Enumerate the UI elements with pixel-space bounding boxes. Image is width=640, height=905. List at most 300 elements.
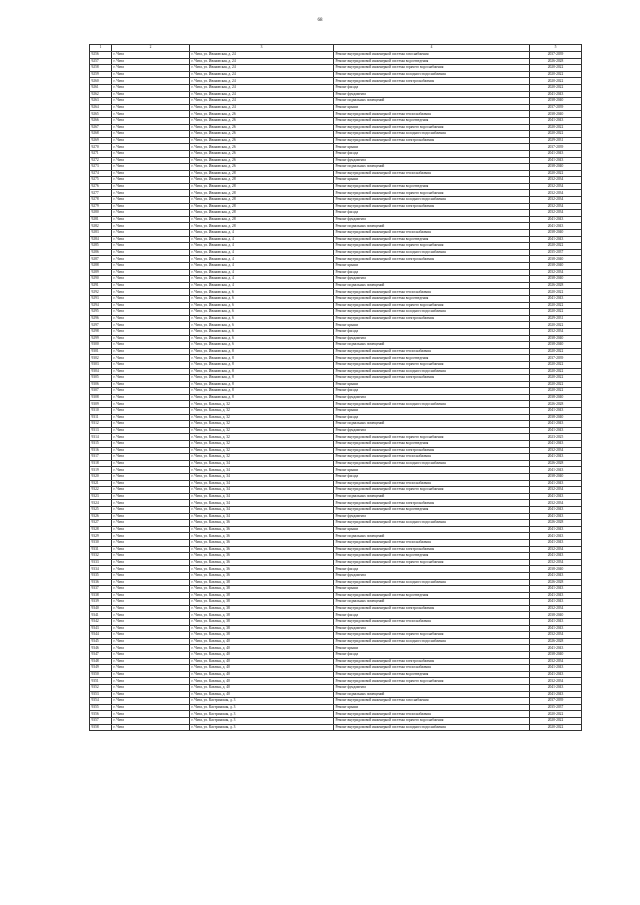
- work-type-cell: Ремонт подвальных помещений: [334, 421, 530, 428]
- row-number-cell: 9329: [90, 533, 112, 540]
- row-number-cell: 9346: [90, 645, 112, 652]
- period-cell: 2020-2022: [530, 368, 582, 375]
- period-cell: 2041-2043: [530, 441, 582, 448]
- address-cell: г. Чита, ул. Ивановская, д. 28: [190, 197, 334, 204]
- row-number-cell: 9257: [90, 58, 112, 65]
- table-row: [90, 506, 582, 513]
- locality-cell: г. Чита: [112, 526, 190, 533]
- table-row: [90, 256, 582, 263]
- work-type-cell: Ремонт подвальных помещений: [334, 691, 530, 698]
- locality-cell: г. Чита: [112, 559, 190, 566]
- capital-repair-table: [89, 44, 582, 731]
- address-cell: г. Чита, ул. Ивановская, д. 4: [190, 263, 334, 270]
- table-row: [90, 236, 582, 243]
- row-number-cell: 9293: [90, 295, 112, 302]
- period-cell: 2020-2022: [530, 124, 582, 131]
- table-row: [90, 586, 582, 593]
- work-type-cell: Ремонт внутридомовой инженерной системы горячего водоснабжения: [334, 243, 530, 250]
- period-cell: 2037-2039: [530, 144, 582, 151]
- table-row: [90, 368, 582, 375]
- row-number-cell: 9306: [90, 381, 112, 388]
- period-cell: 2032-2034: [530, 177, 582, 184]
- address-cell: г. Чита, ул. Казачья, д. 36: [190, 572, 334, 579]
- locality-cell: г. Чита: [112, 434, 190, 441]
- period-cell: 2037-2039: [530, 104, 582, 111]
- period-cell: 2041-2043: [530, 645, 582, 652]
- address-cell: г. Чита, ул. Кастринская, д. 3: [190, 711, 334, 718]
- row-number-cell: 9307: [90, 388, 112, 395]
- table-row: [90, 414, 582, 421]
- row-number-cell: 9358: [90, 724, 112, 731]
- row-number-cell: 9331: [90, 546, 112, 553]
- table-row: [90, 164, 582, 171]
- table-row: [90, 685, 582, 692]
- locality-cell: г. Чита: [112, 691, 190, 698]
- work-type-cell: Ремонт внутридомовой инженерной системы газоснабжения: [334, 52, 530, 59]
- period-cell: 2041-2043: [530, 493, 582, 500]
- work-type-cell: Ремонт внутридомовой инженерной системы теплоснабжения: [334, 539, 530, 546]
- period-cell: 2041-2043: [530, 586, 582, 593]
- period-cell: 2032-2034: [530, 269, 582, 276]
- row-number-cell: 9283: [90, 230, 112, 237]
- locality-cell: г. Чита: [112, 447, 190, 454]
- address-cell: г. Чита, ул. Ивановская, д. 24: [190, 98, 334, 105]
- locality-cell: г. Чита: [112, 104, 190, 111]
- locality-cell: г. Чита: [112, 91, 190, 98]
- work-type-cell: Ремонт фасада: [334, 210, 530, 217]
- work-type-cell: Ремонт внутридомовой инженерной системы электроснабжения: [334, 137, 530, 144]
- row-number-cell: 9336: [90, 579, 112, 586]
- locality-cell: г. Чита: [112, 295, 190, 302]
- period-cell: 2038-2040: [530, 652, 582, 659]
- period-cell: 2032-2034: [530, 210, 582, 217]
- work-type-cell: Ремонт внутридомовой инженерной системы водоотведения: [334, 441, 530, 448]
- period-cell: 2041-2043: [530, 506, 582, 513]
- row-number-cell: 9263: [90, 98, 112, 105]
- work-type-cell: Ремонт внутридомовой инженерной системы водоотведения: [334, 355, 530, 362]
- table-row: [90, 190, 582, 197]
- locality-cell: г. Чита: [112, 361, 190, 368]
- locality-cell: г. Чита: [112, 506, 190, 513]
- work-type-cell: Ремонт внутридомовой инженерной системы электроснабжения: [334, 546, 530, 553]
- period-cell: 2038-2040: [530, 230, 582, 237]
- period-cell: 2020-2022: [530, 717, 582, 724]
- row-number-cell: 9345: [90, 638, 112, 645]
- address-cell: г. Чита, ул. Казачья, д. 40: [190, 645, 334, 652]
- row-number-cell: 9347: [90, 652, 112, 659]
- locality-cell: г. Чита: [112, 269, 190, 276]
- address-cell: г. Чита, ул. Ивановская, д. 26: [190, 131, 334, 138]
- locality-cell: г. Чита: [112, 289, 190, 296]
- locality-cell: г. Чита: [112, 137, 190, 144]
- row-number-cell: 9304: [90, 368, 112, 375]
- locality-cell: г. Чита: [112, 335, 190, 342]
- table-row: [90, 460, 582, 467]
- table-row: [90, 619, 582, 626]
- address-cell: г. Чита, ул. Казачья, д. 32: [190, 447, 334, 454]
- work-type-cell: Ремонт фундамента: [334, 685, 530, 692]
- address-cell: г. Чита, ул. Ивановская, д. 24: [190, 65, 334, 72]
- locality-cell: г. Чита: [112, 474, 190, 481]
- locality-cell: г. Чита: [112, 342, 190, 349]
- locality-cell: г. Чита: [112, 546, 190, 553]
- address-cell: г. Чита, ул. Казачья, д. 36: [190, 533, 334, 540]
- address-cell: г. Чита, ул. Казачья, д. 32: [190, 421, 334, 428]
- work-type-cell: Ремонт фундамента: [334, 513, 530, 520]
- locality-cell: г. Чита: [112, 599, 190, 606]
- locality-cell: г. Чита: [112, 183, 190, 190]
- row-number-cell: 9343: [90, 625, 112, 632]
- period-cell: 2041-2043: [530, 216, 582, 223]
- work-type-cell: Ремонт фундамента: [334, 276, 530, 283]
- address-cell: г. Чита, ул. Ивановская, д. 4: [190, 243, 334, 250]
- table-row: [90, 111, 582, 118]
- locality-cell: г. Чита: [112, 197, 190, 204]
- row-number-cell: 9261: [90, 84, 112, 91]
- table-row: [90, 309, 582, 316]
- address-cell: г. Чита, ул. Ивановская, д. 8: [190, 348, 334, 355]
- table-row: [90, 454, 582, 461]
- address-cell: г. Чита, ул. Ивановская, д. 6: [190, 309, 334, 316]
- row-number-cell: 9341: [90, 612, 112, 619]
- address-cell: г. Чита, ул. Казачья, д. 36: [190, 520, 334, 527]
- locality-cell: г. Чита: [112, 164, 190, 171]
- address-cell: г. Чита, ул. Ивановская, д. 26: [190, 111, 334, 118]
- period-cell: 2037-2039: [530, 355, 582, 362]
- locality-cell: г. Чита: [112, 665, 190, 672]
- row-number-cell: 9290: [90, 276, 112, 283]
- address-cell: г. Чита, ул. Казачья, д. 34: [190, 500, 334, 507]
- address-cell: г. Чита, ул. Ивановская, д. 26: [190, 137, 334, 144]
- work-type-cell: Ремонт фундамента: [334, 394, 530, 401]
- row-number-cell: 9338: [90, 592, 112, 599]
- table-row: [90, 302, 582, 309]
- work-type-cell: Ремонт внутридомовой инженерной системы водоотведения: [334, 117, 530, 124]
- work-type-cell: Ремонт внутридомовой инженерной системы водоотведения: [334, 671, 530, 678]
- locality-cell: г. Чита: [112, 348, 190, 355]
- work-type-cell: Ремонт внутридомовой инженерной системы теплоснабжения: [334, 665, 530, 672]
- period-cell: 2026-2028: [530, 520, 582, 527]
- work-type-cell: Ремонт внутридомовой инженерной системы водоотведения: [334, 553, 530, 560]
- address-cell: г. Чита, ул. Ивановская, д. 24: [190, 58, 334, 65]
- address-cell: г. Чита, ул. Ивановская, д. 8: [190, 361, 334, 368]
- address-cell: г. Чита, ул. Ивановская, д. 24: [190, 52, 334, 59]
- locality-cell: г. Чита: [112, 282, 190, 289]
- work-type-cell: Ремонт крыши: [334, 177, 530, 184]
- locality-cell: г. Чита: [112, 592, 190, 599]
- row-number-cell: 9316: [90, 447, 112, 454]
- row-number-cell: 9319: [90, 467, 112, 474]
- table-row: [90, 282, 582, 289]
- work-type-cell: Ремонт внутридомовой инженерной системы электроснабжения: [334, 375, 530, 382]
- row-number-cell: 9324: [90, 500, 112, 507]
- table-row: [90, 322, 582, 329]
- work-type-cell: Ремонт фасада: [334, 150, 530, 157]
- work-type-cell: Ремонт подвальных помещений: [334, 533, 530, 540]
- address-cell: г. Чита, ул. Ивановская, д. 24: [190, 71, 334, 78]
- work-type-cell: Ремонт фасада: [334, 612, 530, 619]
- work-type-cell: Ремонт подвальных помещений: [334, 493, 530, 500]
- locality-cell: г. Чита: [112, 111, 190, 118]
- table-row: [90, 276, 582, 283]
- work-type-cell: Ремонт внутридомовой инженерной системы холодного водоснабжения: [334, 638, 530, 645]
- period-cell: 2038-2040: [530, 263, 582, 270]
- address-cell: г. Чита, ул. Ивановская, д. 24: [190, 78, 334, 85]
- row-number-cell: 9289: [90, 269, 112, 276]
- row-number-cell: 9256: [90, 52, 112, 59]
- locality-cell: г. Чита: [112, 52, 190, 59]
- row-number-cell: 9300: [90, 342, 112, 349]
- work-type-cell: Ремонт внутридомовой инженерной системы теплоснабжения: [334, 230, 530, 237]
- table-row: [90, 711, 582, 718]
- column-header: 2: [112, 45, 190, 52]
- work-type-cell: Ремонт внутридомовой инженерной системы газоснабжения: [334, 698, 530, 705]
- row-number-cell: 9259: [90, 71, 112, 78]
- work-type-cell: Ремонт внутридомовой инженерной системы электроснабжения: [334, 500, 530, 507]
- period-cell: 2026-2028: [530, 401, 582, 408]
- address-cell: г. Чита, ул. Ивановская, д. 28: [190, 203, 334, 210]
- address-cell: г. Чита, ул. Казачья, д. 38: [190, 632, 334, 639]
- locality-cell: г. Чита: [112, 78, 190, 85]
- work-type-cell: Ремонт внутридомовой инженерной системы холодного водоснабжения: [334, 579, 530, 586]
- address-cell: г. Чита, ул. Ивановская, д. 24: [190, 91, 334, 98]
- table-row: [90, 447, 582, 454]
- period-cell: 2041-2043: [530, 408, 582, 415]
- period-cell: 2020-2022: [530, 289, 582, 296]
- row-number-cell: 9264: [90, 104, 112, 111]
- table-row: [90, 612, 582, 619]
- table-row: [90, 704, 582, 711]
- row-number-cell: 9348: [90, 658, 112, 665]
- period-cell: 2026-2028: [530, 282, 582, 289]
- locality-cell: г. Чита: [112, 605, 190, 612]
- table-row: [90, 645, 582, 652]
- period-cell: 2041-2043: [530, 685, 582, 692]
- work-type-cell: Ремонт внутридомовой инженерной системы электроснабжения: [334, 658, 530, 665]
- table-row: [90, 553, 582, 560]
- row-number-cell: 9278: [90, 197, 112, 204]
- table-row: [90, 230, 582, 237]
- work-type-cell: Ремонт внутридомовой инженерной системы электроснабжения: [334, 203, 530, 210]
- period-cell: 2032-2034: [530, 632, 582, 639]
- table-row: [90, 487, 582, 494]
- period-cell: 2037-2039: [530, 52, 582, 59]
- period-cell: 2041-2043: [530, 665, 582, 672]
- period-cell: 2032-2034: [530, 447, 582, 454]
- address-cell: г. Чита, ул. Казачья, д. 36: [190, 526, 334, 533]
- table-row: [90, 717, 582, 724]
- locality-cell: г. Чита: [112, 454, 190, 461]
- work-type-cell: Ремонт подвальных помещений: [334, 599, 530, 606]
- row-number-cell: 9302: [90, 355, 112, 362]
- row-number-cell: 9308: [90, 394, 112, 401]
- table-row: [90, 381, 582, 388]
- table-row: [90, 599, 582, 606]
- table-body: [90, 52, 582, 731]
- table-row: [90, 427, 582, 434]
- period-cell: 2041-2043: [530, 513, 582, 520]
- table-row: [90, 652, 582, 659]
- table-row: [90, 539, 582, 546]
- row-number-cell: 9260: [90, 78, 112, 85]
- locality-cell: г. Чита: [112, 263, 190, 270]
- row-number-cell: 9296: [90, 315, 112, 322]
- period-cell: 2038-2040: [530, 276, 582, 283]
- period-cell: 2032-2034: [530, 328, 582, 335]
- row-number-cell: 9287: [90, 256, 112, 263]
- table-row: [90, 724, 582, 731]
- address-cell: г. Чита, ул. Казачья, д. 40: [190, 671, 334, 678]
- period-cell: 2020-2022: [530, 84, 582, 91]
- work-type-cell: Ремонт фундамента: [334, 335, 530, 342]
- period-cell: 2038-2040: [530, 256, 582, 263]
- table-row: [90, 150, 582, 157]
- address-cell: г. Чита, ул. Кастринская, д. 3: [190, 717, 334, 724]
- locality-cell: г. Чита: [112, 58, 190, 65]
- table-row: [90, 605, 582, 612]
- locality-cell: г. Чита: [112, 117, 190, 124]
- work-type-cell: Ремонт крыши: [334, 526, 530, 533]
- work-type-cell: Ремонт крыши: [334, 263, 530, 270]
- locality-cell: г. Чита: [112, 223, 190, 230]
- period-cell: 2041-2043: [530, 691, 582, 698]
- row-number-cell: 9357: [90, 717, 112, 724]
- locality-cell: г. Чита: [112, 533, 190, 540]
- period-cell: 2041-2043: [530, 625, 582, 632]
- work-type-cell: Ремонт внутридомовой инженерной системы водоотведения: [334, 183, 530, 190]
- row-number-cell: 9322: [90, 487, 112, 494]
- table-row: [90, 335, 582, 342]
- period-cell: 2041-2043: [530, 599, 582, 606]
- table-row: [90, 408, 582, 415]
- table-row: [90, 223, 582, 230]
- address-cell: г. Чита, ул. Ивановская, д. 28: [190, 183, 334, 190]
- period-cell: 2020-2022: [530, 724, 582, 731]
- row-number-cell: 9330: [90, 539, 112, 546]
- table-row: [90, 177, 582, 184]
- address-cell: г. Чита, ул. Казачья, д. 34: [190, 513, 334, 520]
- period-cell: 2032-2034: [530, 559, 582, 566]
- period-cell: 2041-2043: [530, 533, 582, 540]
- locality-cell: г. Чита: [112, 619, 190, 626]
- period-cell: 2020-2022: [530, 302, 582, 309]
- work-type-cell: Ремонт фасада: [334, 328, 530, 335]
- row-number-cell: 9282: [90, 223, 112, 230]
- period-cell: 2020-2022: [530, 322, 582, 329]
- work-type-cell: Ремонт крыши: [334, 586, 530, 593]
- work-type-cell: Ремонт внутридомовой инженерной системы холодного водоснабжения: [334, 460, 530, 467]
- table-row: [90, 625, 582, 632]
- locality-cell: г. Чита: [112, 638, 190, 645]
- address-cell: г. Чита, ул. Ивановская, д. 8: [190, 375, 334, 382]
- row-number-cell: 9301: [90, 348, 112, 355]
- work-type-cell: Ремонт фундамента: [334, 91, 530, 98]
- locality-cell: г. Чита: [112, 210, 190, 217]
- work-type-cell: Ремонт внутридомовой инженерной системы горячего водоснабжения: [334, 302, 530, 309]
- row-number-cell: 9285: [90, 243, 112, 250]
- row-number-cell: 9281: [90, 216, 112, 223]
- table-row: [90, 243, 582, 250]
- locality-cell: г. Чита: [112, 513, 190, 520]
- address-cell: г. Чита, ул. Казачья, д. 34: [190, 506, 334, 513]
- address-cell: г. Чита, ул. Казачья, д. 36: [190, 566, 334, 573]
- locality-cell: г. Чита: [112, 84, 190, 91]
- locality-cell: г. Чита: [112, 236, 190, 243]
- work-type-cell: Ремонт подвальных помещений: [334, 98, 530, 105]
- period-cell: 2041-2043: [530, 467, 582, 474]
- row-number-cell: 9318: [90, 460, 112, 467]
- row-number-cell: 9353: [90, 691, 112, 698]
- locality-cell: г. Чита: [112, 190, 190, 197]
- address-cell: г. Чита, ул. Ивановская, д. 26: [190, 164, 334, 171]
- work-type-cell: Ремонт фундамента: [334, 572, 530, 579]
- table-row: [90, 493, 582, 500]
- period-cell: 2041-2043: [530, 91, 582, 98]
- work-type-cell: Ремонт внутридомовой инженерной системы теплоснабжения: [334, 170, 530, 177]
- row-number-cell: 9294: [90, 302, 112, 309]
- work-type-cell: Ремонт внутридомовой инженерной системы горячего водоснабжения: [334, 717, 530, 724]
- locality-cell: г. Чита: [112, 698, 190, 705]
- address-cell: г. Чита, ул. Ивановская, д. 4: [190, 249, 334, 256]
- locality-cell: г. Чита: [112, 309, 190, 316]
- address-cell: г. Чита, ул. Казачья, д. 38: [190, 579, 334, 586]
- row-number-cell: 9356: [90, 711, 112, 718]
- table-row: [90, 144, 582, 151]
- table-row: [90, 546, 582, 553]
- address-cell: г. Чита, ул. Казачья, д. 38: [190, 599, 334, 606]
- period-cell: 2020-2022: [530, 71, 582, 78]
- work-type-cell: Ремонт фундамента: [334, 157, 530, 164]
- address-cell: г. Чита, ул. Ивановская, д. 8: [190, 388, 334, 395]
- period-cell: 2038-2040: [530, 164, 582, 171]
- period-cell: 2026-2028: [530, 638, 582, 645]
- table-row: [90, 421, 582, 428]
- work-type-cell: Ремонт внутридомовой инженерной системы теплоснабжения: [334, 454, 530, 461]
- period-cell: 2038-2040: [530, 98, 582, 105]
- period-cell: 2029-2031: [530, 315, 582, 322]
- table-row: [90, 526, 582, 533]
- locality-cell: г. Чита: [112, 685, 190, 692]
- row-number-cell: 9277: [90, 190, 112, 197]
- column-header: 1: [90, 45, 112, 52]
- address-cell: г. Чита, ул. Казачья, д. 32: [190, 434, 334, 441]
- locality-cell: г. Чита: [112, 493, 190, 500]
- table-row: [90, 375, 582, 382]
- work-type-cell: Ремонт внутридомовой инженерной системы теплоснабжения: [334, 619, 530, 626]
- address-cell: г. Чита, ул. Ивановская, д. 8: [190, 381, 334, 388]
- address-cell: г. Чита, ул. Ивановская, д. 6: [190, 342, 334, 349]
- address-cell: г. Чита, ул. Казачья, д. 32: [190, 441, 334, 448]
- period-cell: 2041-2043: [530, 157, 582, 164]
- table-row: [90, 104, 582, 111]
- table-row: [90, 355, 582, 362]
- table-row: [90, 434, 582, 441]
- locality-cell: г. Чита: [112, 408, 190, 415]
- column-header: 5: [530, 45, 582, 52]
- row-number-cell: 9276: [90, 183, 112, 190]
- locality-cell: г. Чита: [112, 487, 190, 494]
- table-row: [90, 520, 582, 527]
- locality-cell: г. Чита: [112, 368, 190, 375]
- table-row: [90, 401, 582, 408]
- locality-cell: г. Чита: [112, 401, 190, 408]
- address-cell: г. Чита, ул. Казачья, д. 32: [190, 454, 334, 461]
- table-row: [90, 579, 582, 586]
- work-type-cell: Ремонт внутридомовой инженерной системы теплоснабжения: [334, 348, 530, 355]
- row-number-cell: 9315: [90, 441, 112, 448]
- address-cell: г. Чита, ул. Казачья, д. 38: [190, 625, 334, 632]
- table-row: [90, 249, 582, 256]
